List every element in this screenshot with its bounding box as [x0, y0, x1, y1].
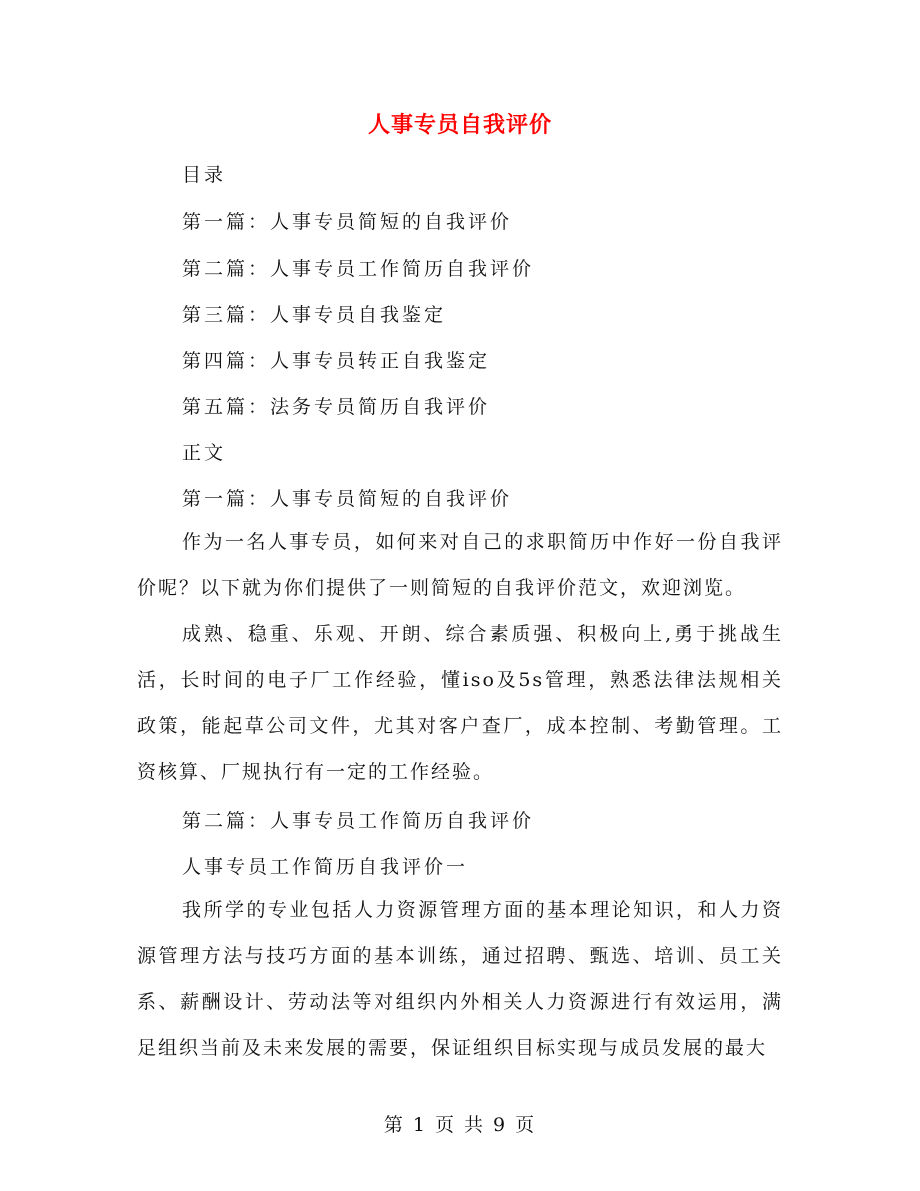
toc-item-1[interactable]: 第一篇：人事专员简短的自我评价 [182, 211, 513, 233]
section2-heading: 第二篇：人事专员工作简历自我评价 [182, 810, 535, 832]
toc-item-2[interactable]: 第二篇：人事专员工作简历自我评价 [182, 258, 535, 280]
section1-paragraph-2: 成熟、稳重、乐观、开朗、综合素质强、积极向上,勇于挑战生活，长时间的电子厂工作经验，懂iso及5s管理，熟悉法律法规相关政策，能起草公司文件，尤其对客户查厂，成本控制、考勤管理。工资核算、厂规执行有一定的工作经验。 [137, 623, 783, 783]
page-number-footer: 第 1 页 共 9 页 [383, 1114, 537, 1136]
section2-subheading: 人事专员工作简历自我评价一 [182, 856, 469, 878]
section2-paragraph-1: 我所学的专业包括人力资源管理方面的基本理论知识，和人力资源管理方法与技巧方面的基本训练，通过招聘、甄选、培训、员工关系、薪酬设计、劳动法等对组织内外相关人力资源进行有效运用，满足组织当前及未来发展的需要，保证组织目标实现与成员发展的最大 [137, 899, 783, 1059]
toc-item-4[interactable]: 第四篇：人事专员转正自我鉴定 [182, 350, 491, 372]
document-title: 人事专员自我评价 [367, 112, 552, 138]
section1-paragraph-1: 作为一名人事专员，如何来对自己的求职简历中作好一份自我评价呢？以下就为你们提供了一则简短的自我评价范文，欢迎浏览。 [137, 531, 783, 599]
body-label: 正文 [182, 442, 227, 464]
toc-item-5[interactable]: 第五篇：法务专员简历自我评价 [182, 396, 491, 418]
toc-item-3[interactable]: 第三篇：人事专员自我鉴定 [182, 304, 447, 326]
section1-heading: 第一篇：人事专员简短的自我评价 [182, 488, 513, 510]
toc-label: 目录 [182, 164, 227, 186]
